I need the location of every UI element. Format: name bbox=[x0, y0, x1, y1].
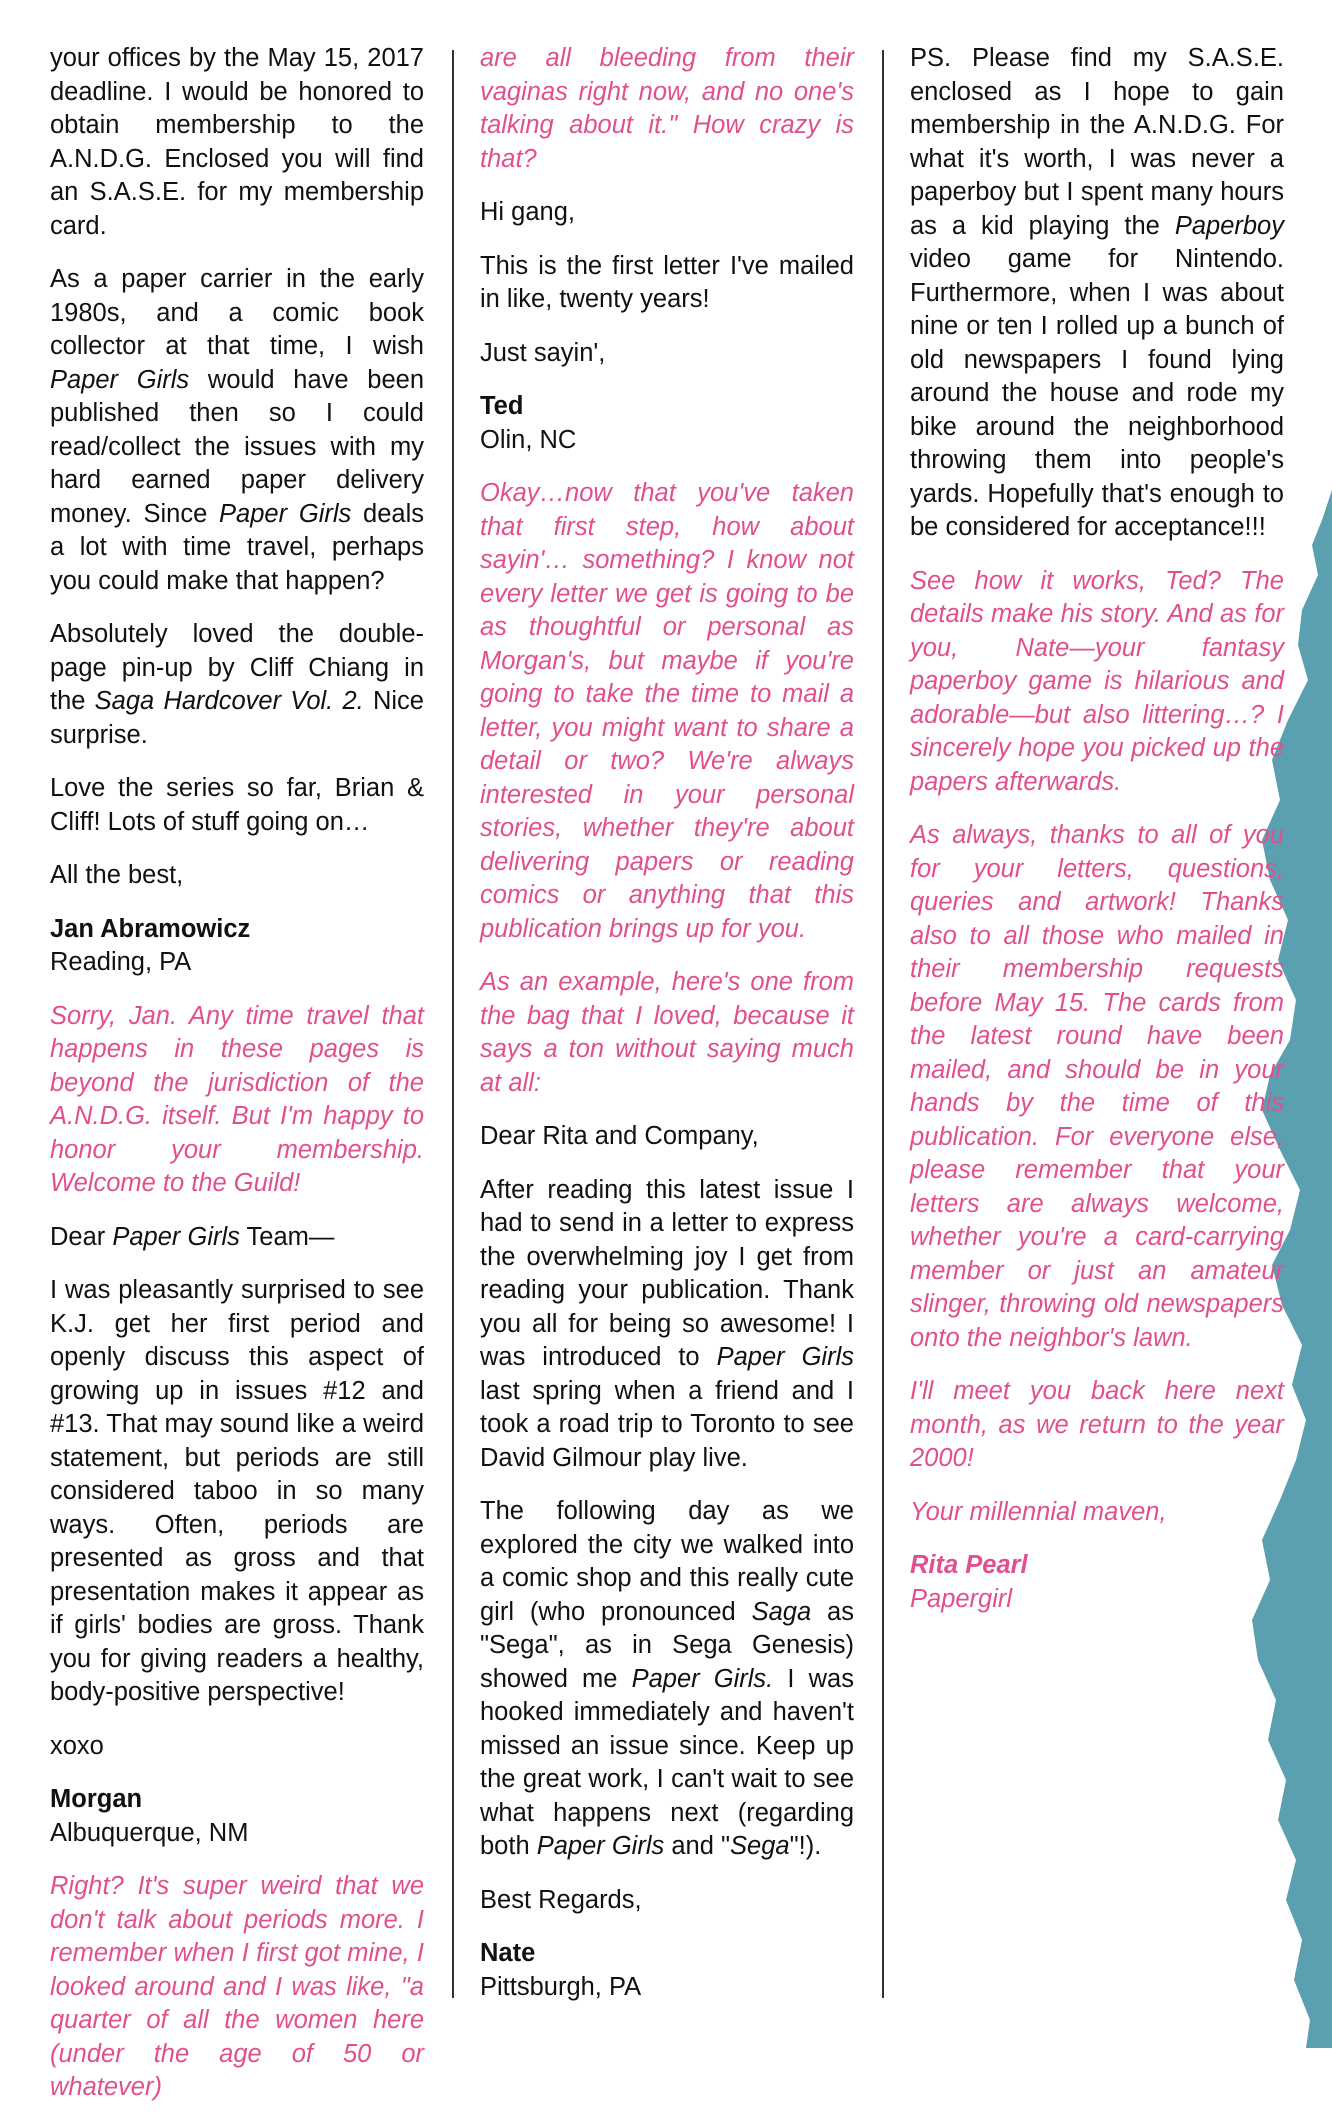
editor-reply: Okay…now that you've taken that first step, how about sayin'… something? I know not every letter we get is going to be as thoughtful or personal as Morgan's, but maybe if you're going to take the time to mail a letter, you might want to share a detail or two? We're always interested in your personal stories, whether they're about delivering papers or reading comics or anything that this publication brings up for you. bbox=[480, 479, 854, 943]
editor-reply: Right? It's super weird that we don't talk about periods more. I remember when I first got mine, I looked around and I was like, "a quarter of all the women here (under the age of 50 or whatever) bbox=[50, 1872, 424, 2101]
signature-name: Ted bbox=[480, 392, 524, 420]
editor-closing: Your millennial maven, bbox=[910, 1497, 1167, 1526]
signature-place: Pittsburgh, PA bbox=[480, 1972, 642, 2001]
signature-title: Papergirl bbox=[910, 1584, 1013, 1613]
signature-place: Albuquerque, NM bbox=[50, 1818, 249, 1847]
letter-greeting: Hi gang, bbox=[480, 198, 575, 226]
signature bbox=[480, 1937, 854, 2004]
signature-place: Olin, NC bbox=[480, 425, 577, 454]
letter-text: PS. Please find my S.A.S.E. enclosed as I hope to gain membership in the A.N.D.G. For what it's worth, I was never a paperboy but I spent many hours as a kid playing the Paperboy video game for Nintendo. Furthermore, when I was about nine or ten I rolled up a bunch of old newspapers I found lying around the house and rode my bike around the neighborhood throwing them into people's yards. Hopefully that's enough to be considered for acceptance!!! bbox=[910, 44, 1284, 541]
editor-reply: I'll meet you back here next month, as we return to the year 2000! bbox=[910, 1377, 1284, 1472]
signature-name: Morgan bbox=[50, 1785, 143, 1813]
signature-name: Jan Abramowicz bbox=[50, 914, 251, 943]
letter-closing: xoxo bbox=[50, 1731, 104, 1760]
letter-text: Love the series so far, Brian & Cliff! Lots of stuff going on… bbox=[50, 774, 424, 836]
column-divider-left bbox=[452, 50, 454, 1998]
editor-signature bbox=[910, 1549, 1284, 1616]
signature-name: Rita Pearl bbox=[910, 1551, 1028, 1579]
letter-text: This is the first letter I've mailed in like, twenty years! bbox=[480, 251, 854, 313]
letter-closing: Best Regards, bbox=[480, 1885, 642, 1914]
letter-greeting: Dear Rita and Company, bbox=[480, 1122, 759, 1150]
letter-text: The following day as we explored the city we walked into a comic shop and this really cute girl (who pronounced Saga as "Sega", as in Sega Genesis) showed me Paper Girls. I was hooked immediately and haven't missed an issue since. Keep up the great work, I can't wait to see what happens next (regarding both Paper Girls and "Sega"!). bbox=[480, 1497, 854, 1860]
signature bbox=[50, 913, 424, 980]
column-2 bbox=[480, 42, 854, 2024]
letter-text: After reading this latest issue I had to send in a letter to express the overwhelming joy I get from reading your publication. Thank you all for being so awesome! I was introduced to Paper Girls last spring when a friend and I took a road trip to Toronto to see David Gilmour play live. bbox=[480, 1175, 854, 1472]
editor-reply: Sorry, Jan. Any time travel that happens in these pages is beyond the jurisdiction of the A.N.D.G. itself. But I'm happy to honor your membership. Welcome to the Guild! bbox=[50, 1001, 424, 1197]
signature bbox=[50, 1783, 424, 1850]
signature-name: Nate bbox=[480, 1939, 536, 1967]
letter-closing: All the best, bbox=[50, 861, 184, 889]
editor-reply: As always, thanks to all of you for your letters, questions, queries and artwork! Thanks also to all those who mailed in their membership requests before May 15. The cards from the latest round have been mailed, and should be in your hands by the time of this publication. For everyone else, please remember that your letters are always welcome, whether you're a card-carrying member or just an amateur slinger, throwing old newspapers onto the neighbor's lawn. bbox=[910, 821, 1284, 1352]
column-3 bbox=[910, 42, 1284, 1636]
letter-text: your offices by the May 15, 2017 deadline. I would be honored to obtain membership to the A.N.D.G. Enclosed you will find an S.A.S.E. for my membership card. bbox=[50, 44, 424, 240]
editor-reply: See how it works, Ted? The details make his story. And as for you, Nate—your fantasy paperboy game is hilarious and adorable—but also littering…? I sincerely hope you picked up the papers afterwards. bbox=[910, 566, 1284, 796]
signature bbox=[480, 390, 854, 457]
signature-place: Reading, PA bbox=[50, 948, 192, 976]
editor-reply: As an example, here's one from the bag that I loved, because it says a ton without saying much at all: bbox=[480, 968, 854, 1097]
column-1 bbox=[50, 42, 424, 2125]
editor-reply: are all bleeding from their vaginas right now, and no one's talking about it." How crazy is that? bbox=[480, 44, 854, 173]
letter-greeting: Dear Paper Girls Team— bbox=[50, 1222, 335, 1251]
letter-text: As a paper carrier in the early 1980s, and a comic book collector at that time, I wish Paper Girls would have been published then so I could read/collect the issues with my hard earned paper delivery money. Since Paper Girls deals a lot with time travel, perhaps you could make that happen? bbox=[50, 265, 425, 595]
letter-text: I was pleasantly surprised to see K.J. get her first period and openly discuss this aspect of growing up in issues #12 and #13. That may sound like a weird statement, but periods are still considered taboo in so many ways. Often, periods are presented as gross and that presentation makes it appear as if girls' bodies are gross. Thank you for giving readers a healthy, body-positive perspective! bbox=[50, 1276, 424, 1706]
letter-text: Absolutely loved the double-page pin-up by Cliff Chiang in the Saga Hardcover Vol. 2. Nice surprise. bbox=[50, 620, 424, 749]
letter-closing: Just sayin', bbox=[480, 338, 606, 367]
column-divider-right bbox=[882, 50, 884, 1998]
